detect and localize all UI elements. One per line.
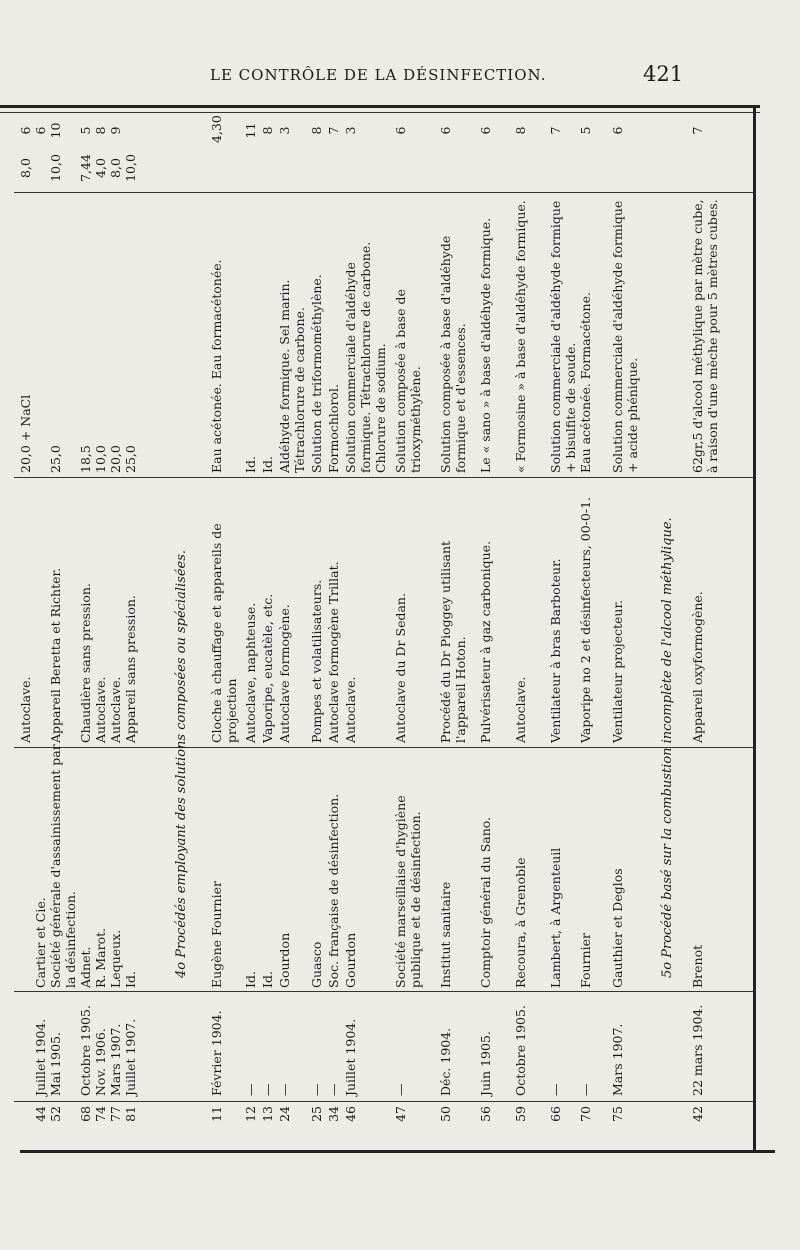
cell-date: Octobre 1905. — [78, 1005, 93, 1096]
cell-last: 5 — [78, 126, 93, 135]
column-divider — [14, 192, 754, 193]
cell-name: Lequeux. — [108, 929, 123, 988]
cell-last: 5 — [578, 126, 593, 135]
cell-qty: 4,0 — [93, 158, 108, 178]
table-top-rule-thin — [0, 112, 760, 113]
cell-last: 8 — [309, 126, 324, 135]
cell-proc: Pulvérisateur à gaz carbonique. — [478, 540, 493, 743]
cell-name: Société marseillaise d'hygiène publique et de désinfection. — [393, 795, 423, 988]
cell-proc: Vaporipe, eucatèle, etc. — [260, 593, 275, 743]
cell-date: Février 1904. — [209, 1010, 224, 1096]
cell-date: Juillet 1904. — [343, 1018, 358, 1096]
cell-last: 10 — [48, 122, 63, 139]
cell-num: 12 — [243, 1106, 258, 1122]
cell-subst: 20,0 — [108, 445, 123, 473]
cell-last: 7 — [690, 126, 705, 135]
cell-name: Société générale d'assainissement par la désinfection. — [48, 744, 78, 988]
cell-subst: Solution de triformométhylène. — [309, 274, 324, 473]
cell-subst: Solution composée à base de trioxyméthylène. — [393, 289, 423, 473]
cell-date: — — [243, 1083, 258, 1096]
cell-last: 6 — [438, 126, 453, 135]
cell-num: 24 — [277, 1106, 292, 1122]
cell-date: — — [309, 1083, 324, 1096]
cell-proc: Pompes et volatilisateurs. — [309, 579, 324, 743]
cell-num: 25 — [309, 1106, 324, 1122]
cell-proc: Vaporipe no 2 et désinfecteurs, 00-0-1. — [578, 496, 593, 743]
cell-name: Brenot — [690, 944, 705, 988]
cell-proc: Appareil sans pression. — [123, 595, 138, 743]
cell-name: Comptoir général du Sano. — [478, 816, 493, 988]
cell-proc: Autoclave. — [108, 676, 123, 743]
cell-proc: Autoclave du Dr Sedan. — [393, 593, 408, 743]
cell-proc: Procédé du Dr Pioggey utilisant l'appareil Hoton. — [438, 540, 468, 743]
cell-subst: 18,5 — [78, 445, 93, 473]
cell-subst: Solution commerciale d'aldéhyde formique + bisulfite de soude. — [548, 200, 578, 473]
cell-name: Soc. française de désinfection. — [326, 793, 341, 988]
cell-name: Lambert, à Argenteuil — [548, 847, 563, 988]
cell-name: Guasco — [309, 941, 324, 988]
cell-date: Juillet 1907. — [123, 1018, 138, 1096]
cell-subst: « Formosine » à base d'aldéhyde formique. — [513, 200, 528, 473]
table-bottom-rule — [20, 1150, 775, 1153]
cell-subst: 10,0 — [93, 445, 108, 473]
cell-subst: Id. — [260, 456, 275, 473]
cell-proc: Chaudière sans pression. — [78, 583, 93, 743]
cell-num: 66 — [548, 1106, 563, 1122]
cell-proc: Autoclave formogène. — [277, 604, 292, 743]
cell-last: 9 — [108, 126, 123, 135]
column-divider — [14, 991, 754, 992]
table-top-rule — [0, 105, 760, 108]
cell-proc: Ventilateur à bras Barboteur. — [548, 558, 563, 743]
cell-num: 59 — [513, 1106, 528, 1122]
cell-date: Mai 1905. — [48, 1031, 63, 1096]
cell-num: 52 — [48, 1106, 63, 1122]
cell-date: Mars 1907. — [610, 1023, 625, 1096]
cell-num: 68 — [78, 1106, 93, 1122]
cell-name: Id. — [123, 971, 138, 988]
cell-num: 42 — [690, 1106, 705, 1122]
cell-last: 6 — [610, 126, 625, 135]
cell-subst: Id. — [243, 456, 258, 473]
cell-name: Gourdon — [343, 932, 358, 988]
cell-name: Adnet. — [78, 946, 93, 988]
cell-num: 75 — [610, 1106, 625, 1122]
cell-subst: Formochlorol. — [326, 384, 341, 473]
cell-name: Gauthier et Deglos — [610, 868, 625, 988]
cell-num: 50 — [438, 1106, 453, 1122]
cell-subst: Aldéhyde formique. Sel marin. Tétrachlorure de carbone. — [277, 279, 307, 473]
cell-date: — — [578, 1083, 593, 1096]
cell-num: 46 — [343, 1106, 358, 1122]
cell-proc: Appareil Beretta et Richter. — [48, 567, 63, 743]
cell-date: — — [548, 1083, 563, 1096]
rotated-table — [14, 115, 754, 1138]
cell-num: 13 — [260, 1106, 275, 1122]
cell-date: Nov. 1906. — [93, 1028, 108, 1096]
cell-date: — — [393, 1083, 408, 1096]
cell-proc: Autoclave, naphteuse. — [243, 602, 258, 743]
cell-name: Cartier et Cie. — [33, 897, 48, 988]
cell-num: 56 — [478, 1106, 493, 1122]
cell-date: Mars 1907. — [108, 1023, 123, 1096]
running-head: LE CONTRÔLE DE LA DÉSINFECTION. — [210, 66, 547, 84]
section-heading: 4o Procédés employant des solutions composées ou spécialisées. — [174, 549, 189, 978]
cell-name: Id. — [260, 971, 275, 988]
cell-last: 3 — [277, 126, 292, 135]
cell-date: 22 mars 1904. — [690, 1004, 705, 1096]
cell-last: 7 — [326, 126, 341, 135]
cell-date: Juin 1905. — [478, 1031, 493, 1096]
cell-proc: Autoclave. — [18, 676, 33, 743]
cell-subst: Le « sano » à base d'aldéhyde formique. — [478, 217, 493, 473]
cell-proc: Autoclave formogène Trillat. — [326, 561, 341, 743]
cell-qty: 7,44 — [78, 154, 93, 182]
page-number: 421 — [643, 62, 684, 86]
cell-last: 7 — [548, 126, 563, 135]
cell-subst: 20,0 + NaCl — [18, 394, 33, 473]
cell-subst: Solution commerciale d'aldéhyde formique. Tétrachlorure de carbone. Chlorure de sodium. — [343, 241, 388, 473]
cell-proc: Autoclave. — [93, 676, 108, 743]
cell-proc: Appareil oxyformogène. — [690, 591, 705, 743]
cell-subst: Solution commerciale d'aldéhyde formique + acide phénique. — [610, 200, 640, 473]
cell-name: Gourdon — [277, 932, 292, 988]
cell-num: 74 — [93, 1106, 108, 1122]
cell-name: R. Marot. — [93, 927, 108, 988]
cell-num: 34 — [326, 1106, 341, 1122]
cell-num: 81 — [123, 1106, 138, 1122]
cell-date: — — [260, 1083, 275, 1096]
cell-proc: Autoclave. — [343, 676, 358, 743]
cell-name: Institut sanitaire — [438, 881, 453, 988]
cell-proc: Ventilateur projecteur. — [610, 599, 625, 743]
cell-last: 6 — [393, 126, 408, 135]
cell-last: 3 — [343, 126, 358, 135]
cell-last: 8 — [260, 126, 275, 135]
cell-subst: 25,0 — [123, 445, 138, 473]
cell-qty: 10,0 — [48, 154, 63, 182]
cell-last: 8 — [513, 126, 528, 135]
cell-name: Recoura, à Grenoble — [513, 857, 528, 988]
section-heading: 5o Procédé basé sur la combustion incomplète de l'alcool méthylique. — [660, 517, 675, 978]
cell-num: 44 — [33, 1106, 48, 1122]
cell-date: — — [326, 1083, 341, 1096]
cell-date: Octobre 1905. — [513, 1005, 528, 1096]
cell-last: 6 — [33, 126, 48, 135]
cell-last: 6 — [478, 126, 493, 135]
cell-num: 70 — [578, 1106, 593, 1122]
column-divider — [14, 1101, 754, 1102]
cell-date: — — [277, 1083, 292, 1096]
cell-name: Id. — [243, 971, 258, 988]
cell-num: 47 — [393, 1106, 408, 1122]
cell-last: 6 — [18, 126, 33, 135]
cell-name: Fournier — [578, 933, 593, 988]
cell-subst: 25,0 — [48, 445, 63, 473]
cell-proc: Cloche à chauffage et appareils de projection — [209, 523, 239, 743]
cell-qty: 10,0 — [123, 154, 138, 182]
cell-subst: Solution composée à base d'aldéhyde formique et d'essences. — [438, 235, 468, 473]
cell-name: Eugène Fournier — [209, 881, 224, 988]
cell-date: Déc. 1904. — [438, 1027, 453, 1096]
cell-date: Juillet 1904. — [33, 1018, 48, 1096]
cell-qty: 8,0 — [18, 158, 33, 178]
cell-subst: 62gr,5 d'alcool méthylique par mètre cube, à raison d'une mèche pour 5 mètres cubes. — [690, 199, 720, 473]
cell-subst: Eau acétonée. Formacétone. — [578, 292, 593, 473]
cell-subst: Eau acétonée. Eau formacétonée. — [209, 259, 224, 473]
cell-last: 11 — [243, 122, 258, 139]
cell-qty: 8,0 — [108, 158, 123, 178]
cell-num: 11 — [209, 1106, 224, 1122]
cell-proc: Autoclave. — [513, 676, 528, 743]
cell-last: 8 — [93, 126, 108, 135]
cell-last: 4,30 — [209, 115, 224, 143]
cell-num: 77 — [108, 1106, 123, 1122]
